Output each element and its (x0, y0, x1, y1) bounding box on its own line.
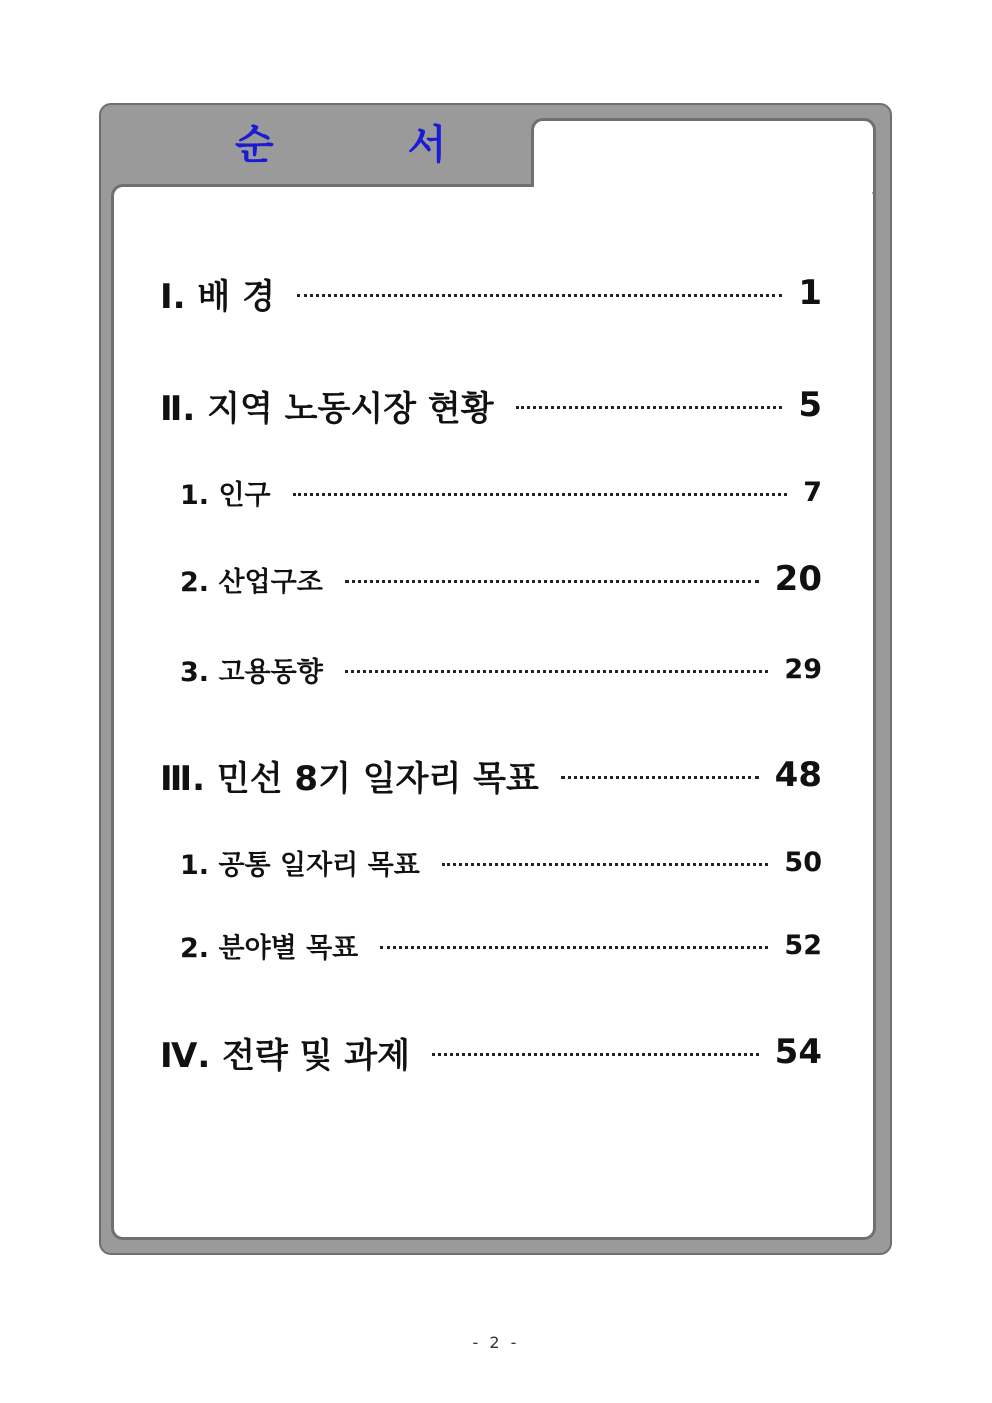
toc-entry-page: 7 (803, 476, 822, 508)
dot-leader (293, 493, 788, 496)
toc-entry-2-2[interactable] (180, 559, 822, 599)
toc-entry-label: Ⅱ. 지역 노동시장 현황 (160, 388, 494, 429)
toc-entry-section-1[interactable] (160, 270, 822, 316)
toc-entry-label: 2. 분야별 목표 (180, 932, 359, 964)
toc-entry-label: 3. 고용동향 (180, 656, 323, 688)
dot-leader (516, 406, 783, 409)
toc-entry-section-4[interactable] (160, 1029, 822, 1075)
toc-entry-label: 1. 공통 일자리 목표 (180, 849, 420, 881)
toc-entry-page: 52 (784, 929, 822, 961)
page-number-footer: - 2 - (472, 1333, 520, 1352)
dot-leader (380, 946, 768, 949)
toc-entry-page: 20 (774, 559, 822, 599)
toc-entry-page: 1 (798, 273, 822, 313)
toc-entry-page: 29 (784, 653, 822, 685)
toc-entry-2-3[interactable] (180, 649, 822, 689)
toc-entry-page: 50 (784, 846, 822, 878)
toc-entry-section-3[interactable] (160, 752, 822, 798)
toc-entry-section-2[interactable] (160, 382, 822, 428)
dot-leader (432, 1053, 759, 1056)
toc-entry-page: 48 (774, 755, 822, 795)
dot-leader (442, 863, 769, 866)
toc-title: 순 서 (235, 122, 507, 168)
toc-entry-label: Ⅲ. 민선 8기 일자리 목표 (160, 758, 539, 799)
toc-entry-3-2[interactable] (180, 925, 822, 965)
dot-leader (561, 776, 759, 779)
toc-entry-label: 2. 산업구조 (180, 566, 323, 598)
dot-leader (345, 670, 769, 673)
toc-entry-label: 1. 인구 (180, 479, 271, 511)
dot-leader (297, 294, 782, 297)
toc-entry-page: 54 (774, 1032, 822, 1072)
dot-leader (345, 580, 759, 583)
toc-entry-label: Ⅳ. 전략 및 과제 (160, 1035, 410, 1076)
toc-panel (111, 184, 876, 1240)
toc-entry-label: Ⅰ. 배 경 (160, 276, 275, 317)
toc-entry-page: 5 (798, 385, 822, 425)
toc-entry-3-1[interactable] (180, 842, 822, 882)
toc-entry-2-1[interactable] (180, 472, 822, 512)
